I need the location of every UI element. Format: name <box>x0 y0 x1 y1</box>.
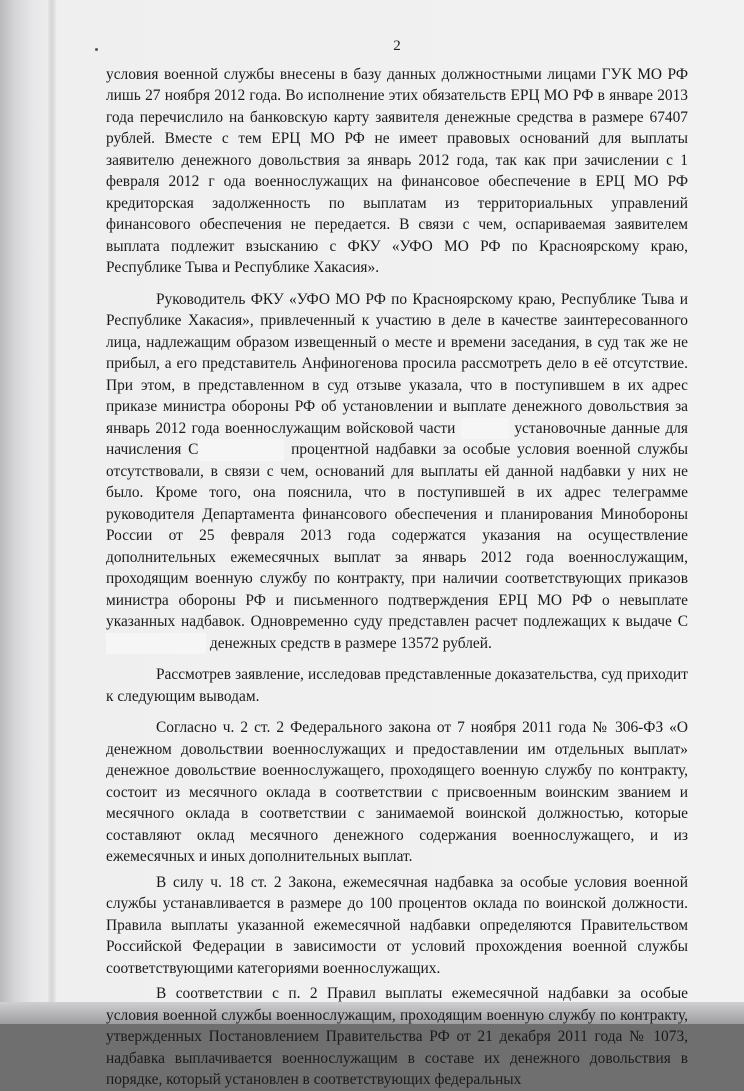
document-page <box>106 36 688 1091</box>
paragraph-2-part-a: Руководитель ФКУ «УФО МО РФ по Красноярскому краю, Республике Тыва и Республике Хакасия», привлеченный к участию в деле в качестве заинтересованного лица, надлежащим образом извещенный о месте и времени заседания, в суд так же не прибыл, а его представитель Анфиногенова просила рассмотреть дело в её отсутствие. При этом, в представленном в суд отзыве указала, что в поступившем в их адрес приказе министра обороны РФ об установлении и выплате денежного довольствия за январь 2012 года военнослужащим войсковой части <box>106 291 688 437</box>
redacted-name <box>106 633 206 655</box>
paragraph-2-part-c: процентной надбавки за особые условия военной службы отсутствовали, в связи с чем, оснований для выплаты ей данной надбавки у них не было. Кроме того, она пояснила, что в поступившей в их адрес телеграмме руководителя Департамента финансового обеспечения и планирования Минобороны России от 25 февраля 2013 года содержатся указания на осуществление дополнительных ежемесячных выплат за январь 2012 года военнослужащим, проходящим военную службу по контракту, при наличии соответствующих приказов министра обороны РФ и письменного подтверждения ЕРЦ МО РФ о невыплате указанных надбавок. Одновременно суду представлен расчет подлежащих к выдаче С <box>106 441 688 630</box>
scan-speck <box>95 48 98 51</box>
paragraph-5: В силу ч. 18 ст. 2 Закона, ежемесячная надбавка за особые условия военной службы устанавливается в размере до 100 процентов оклада по воинской должности. Правила выплаты указанной ежемесячной надбавки определяются Правительством Российской Федерации в зависимости от условий прохождения военной службы соответствующими категориями военнослужащих. <box>106 872 688 980</box>
page-number: 2 <box>106 36 688 58</box>
paragraph-2-part-b: установочные данные для начисления С <box>106 420 688 459</box>
paragraph-2 <box>106 289 688 655</box>
paragraph-4: Согласно ч. 2 ст. 2 Федерального закона от 7 ноября 2011 года № 306-ФЗ «О денежном довольствии военнослужащих и предоставлении им отдельных выплат» денежное довольствие военнослужащего, проходящего военную службу по контракту, состоит из месячного оклада в соответствии с присвоенным воинским званием и месячного оклада в соответствии с занимаемой воинской должностью, которые составляют оклад месячного денежного содержания военнослужащего, и из ежемесячных и иных дополнительных выплат. <box>106 717 688 868</box>
paragraph-6: В соответствии с п. 2 Правил выплаты ежемесячной надбавки за особые условия военной службы военнослужащим, проходящим военную службу по контракту, утвержденных Постановлением Правительства РФ от 21 декабря 2011 года № 1073, надбавка выплачивается военнослужащим в составе их денежного довольствия в порядке, который установлен в соответствующих федеральных <box>106 983 688 1091</box>
redacted-unit-number <box>461 418 509 440</box>
paragraph-3: Рассмотрев заявление, исследовав представленные доказательства, суд приходит к следующим выводам. <box>106 664 688 707</box>
paragraph-1: условия военной службы внесены в базу данных должностными лицами ГУК МО РФ лишь 27 ноября 2012 года. Во исполнение этих обязательств ЕРЦ МО РФ в январе 2013 года перечислило на банковскую карту заявителя денежные средства в размере 67407 рублей. Вместе с тем ЕРЦ МО РФ не имеет правовых оснований для выплаты заявителю денежного довольствия за январь 2012 года, так как при зачислении с 1 февраля 2012 г ода военнослужащих на финансовое обеспечение в ЕРЦ МО РФ кредиторская задолженность по выплатам из территориальных управлений финансового обеспечения не передается. В связи с чем, оспариваемая заявителем выплата подлежит взысканию с ФКУ «УФО МО РФ по Красноярскому краю, Республике Тыва и Республике Хакасия». <box>106 64 688 279</box>
redacted-name <box>198 439 284 461</box>
paragraph-2-part-d: денежных средств в размере 13572 рублей. <box>210 635 492 652</box>
page-fold-shadow <box>48 0 56 1024</box>
